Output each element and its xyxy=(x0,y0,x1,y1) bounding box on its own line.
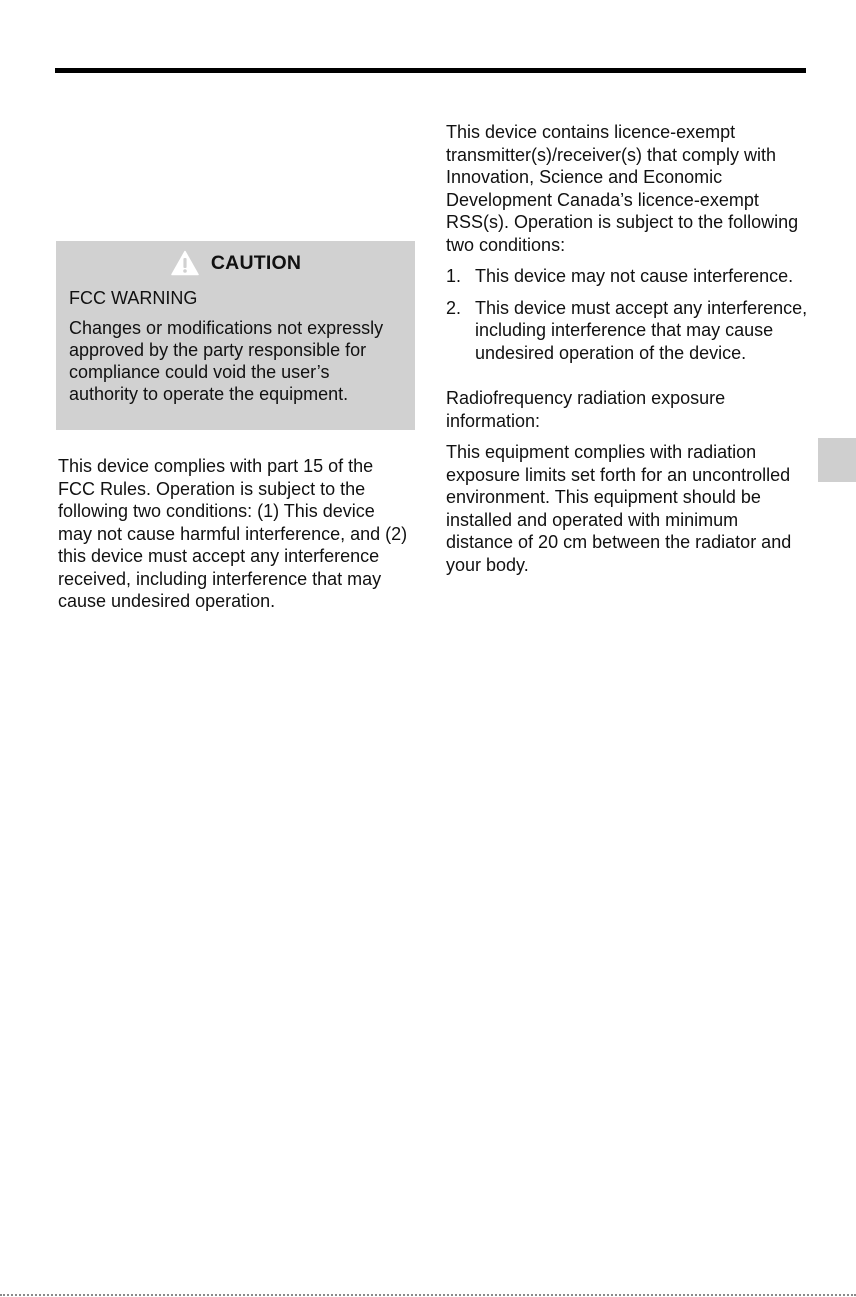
caution-box xyxy=(56,241,415,430)
caution-label: FCC WARNING xyxy=(69,288,198,308)
header-rule xyxy=(55,68,806,73)
list-item-text: This device may not cause interference. xyxy=(475,266,794,286)
ised-intro: This device contains licence-exempt transmitter(s)/receiver(s) that comply with Innovation, Science and Economic Development Canada’s licence-exempt RSS(s). Operation is subject to the following two conditions: xyxy=(446,122,799,255)
fcc-compliance-statement: This device complies with part 15 of the FCC Rules. Operation is subject to the following two conditions: (1) This device may not cause harmful interference, and (2) this device must accept any interference received, including interference that may cause undesired operation. xyxy=(58,456,408,611)
caution-body: Changes or modifications not expressly approved by the party responsible for compliance could void the user’s authority to operate the equipment. xyxy=(69,318,384,404)
caution-header xyxy=(69,247,403,279)
rf-exposure-body: This equipment complies with radiation exposure limits set forth for an uncontrolled environment. This equipment should be installed and operated with minimum distance of 20 cm between the radiator and your body. xyxy=(446,442,792,575)
list-item-text: This device must accept any interference, including interference that may cause undesired operation of the device. xyxy=(475,297,808,363)
caution-title: CAUTION xyxy=(210,251,302,274)
page-bottom-edge xyxy=(0,1294,856,1296)
list-item xyxy=(446,297,810,365)
warning-triangle-icon xyxy=(171,250,199,276)
conditions-list xyxy=(446,265,810,364)
left-column xyxy=(58,455,410,613)
list-item-number: 1. xyxy=(446,266,462,286)
section-thumb-tab xyxy=(818,438,856,482)
rf-exposure-heading: Radiofrequency radiation exposure information: xyxy=(446,388,726,431)
list-item xyxy=(446,265,810,288)
right-column xyxy=(446,121,810,576)
list-item-number: 2. xyxy=(446,297,462,318)
